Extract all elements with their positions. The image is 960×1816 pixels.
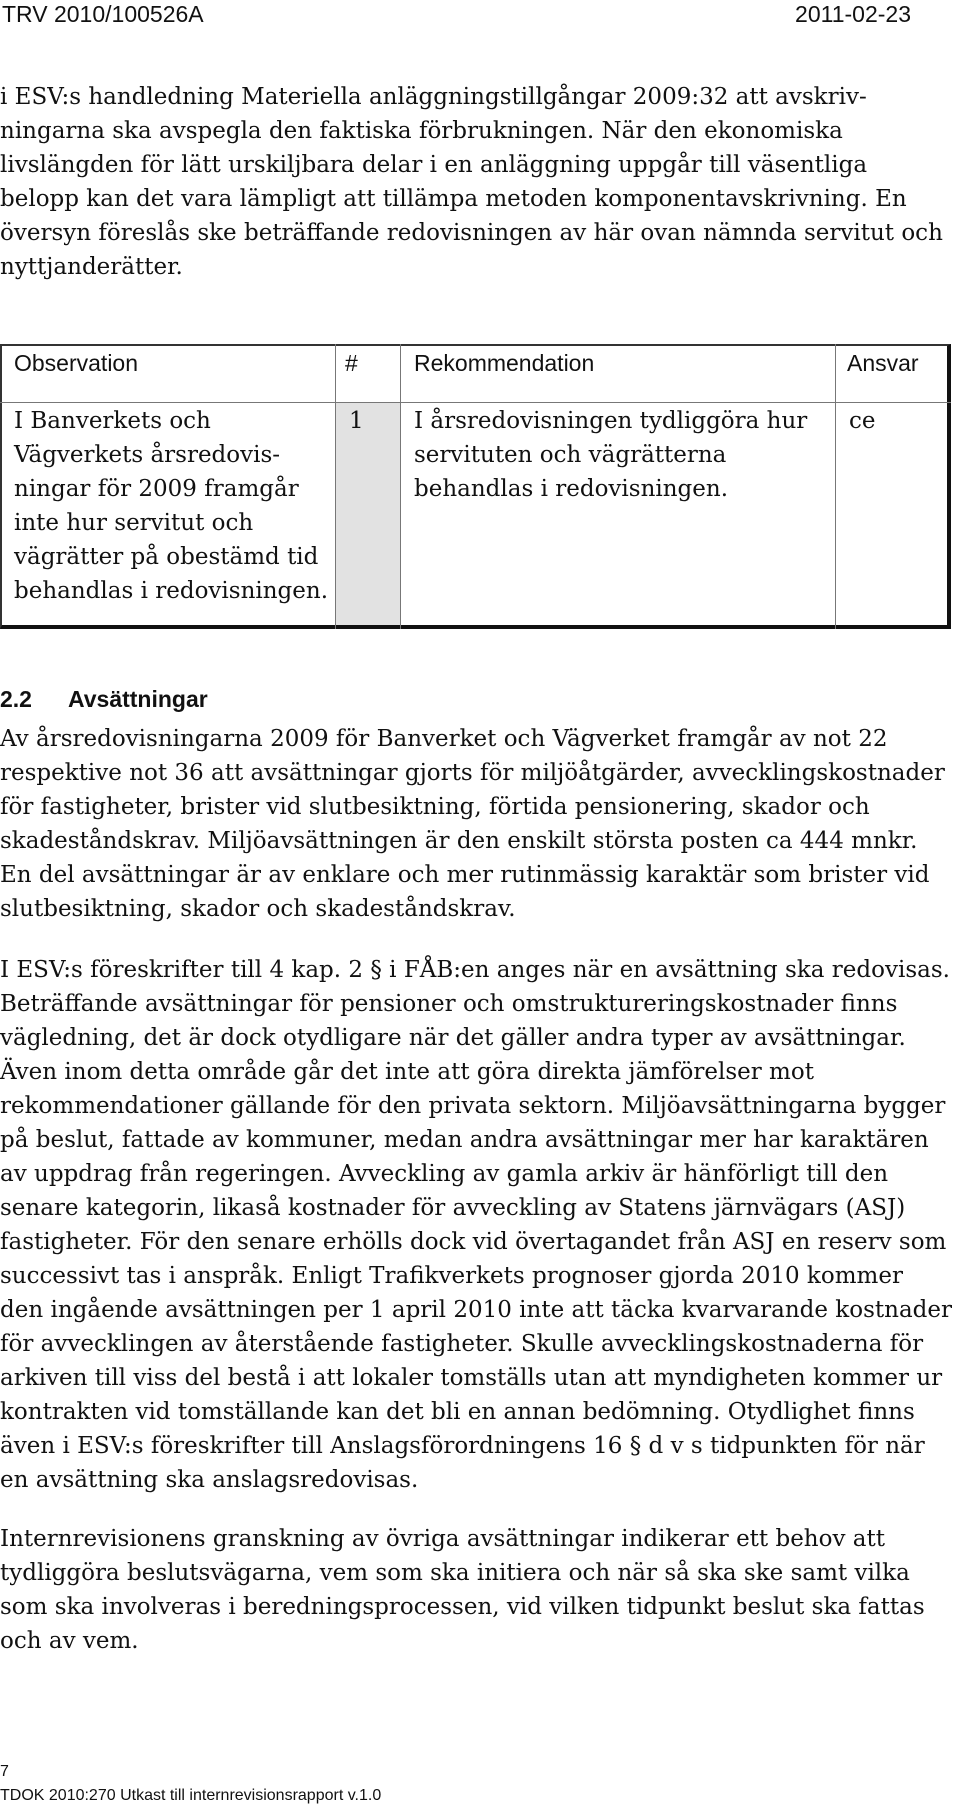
text-line: fastigheter. För den senare erhölls dock vid övertagandet från ASJ en reserv som [0, 1229, 947, 1255]
text-line: I årsredovisningen tydliggöra hur [414, 408, 808, 434]
header-responsible: Ansvar [847, 350, 919, 376]
text-line: ningar för 2009 framgår [14, 476, 299, 502]
column-divider [835, 344, 836, 629]
text-line: successivt tas i anspråk. Enligt Trafikverkets prognoser gjorda 2010 kommer [0, 1263, 903, 1289]
text-line: En del avsättningar är av enklare och mer rutinmässig karaktär som brister vid [0, 862, 930, 888]
text-line: på beslut, fattade av kommuner, medan andra avsättningar mer har karaktären [0, 1127, 929, 1153]
text-line: en avsättning ska anslagsredovisas. [0, 1467, 419, 1493]
text-line: Beträffande avsättningar för pensioner och omstruktureringskostnader finns [0, 991, 898, 1017]
section-paragraph-1 [0, 722, 945, 926]
text-line: översyn föreslås ske beträffande redovisningen av här ovan nämnda servitut och [0, 220, 943, 246]
text-line: för avvecklingen av återstående fastigheter. Skulle avvecklingskostnaderna för [0, 1331, 924, 1357]
text-line: vägrätter på obestämd tid [14, 544, 319, 570]
page-header [0, 0, 960, 36]
footer-text: TDOK 2010:270 Utkast till internrevisionsrapport v.1.0 [0, 1787, 382, 1804]
section-paragraph-3 [0, 1522, 930, 1658]
section-paragraph-2 [0, 953, 952, 1497]
text-line: Internrevisionens granskning av övriga avsättningar indikerar ett behov att [0, 1526, 885, 1552]
cell-recommendation [414, 404, 807, 506]
text-line: I Banverkets och [14, 408, 211, 434]
column-divider [335, 344, 336, 629]
text-line: belopp kan det vara lämpligt att tillämpa metoden komponentavskrivning. En [0, 186, 907, 212]
text-line: för fastigheter, brister vid slutbesiktning, förtida pensionering, skador och [0, 794, 870, 820]
text-line: senare kategorin, likaså kostnader för avveckling av Statens järnvägars (ASJ) [0, 1195, 906, 1221]
cell-number: 1 [349, 408, 364, 434]
text-line: Vägverkets årsredovis- [14, 442, 281, 468]
section-number: 2.2 [0, 686, 32, 712]
text-line: inte hur servitut och [14, 510, 254, 536]
text-line: behandlas i redovisningen. [414, 476, 729, 502]
observation-table [0, 344, 956, 634]
document-date: 2011-02-23 [795, 1, 911, 27]
header-observation: Observation [14, 350, 139, 376]
header-number: # [345, 350, 358, 376]
section-title: Avsättningar [67, 686, 208, 712]
text-line: rekommendationer gällande för den privata sektorn. Miljöavsättningarna bygger [0, 1093, 946, 1119]
text-line: skadeståndskrav. Miljöavsättningen är den enskilt största posten ca 444 mnkr. [0, 828, 918, 854]
text-line: I ESV:s föreskrifter till 4 kap. 2 § i FÅB:en anges när en avsättning ska redovisas. [0, 957, 950, 983]
text-line: Av årsredovisningarna 2009 för Banverket och Vägverket framgår av not 22 [0, 726, 888, 752]
text-line: i ESV:s handledning Materiella anläggningstillgångar 2009:32 att avskriv- [0, 84, 867, 110]
text-line: slutbesiktning, skador och skadeståndskrav. [0, 896, 516, 922]
cell-responsible: ce [849, 408, 876, 434]
text-line: även i ESV:s föreskrifter till Anslagsförordningens 16 § d v s tidpunkten för när [0, 1433, 925, 1459]
header-recommendation: Rekommendation [414, 350, 595, 376]
text-line: arkiven till viss del bestå i att lokaler tomställs utan att myndigheten kommer ur [0, 1365, 943, 1391]
text-line: servituten och vägrätterna [414, 442, 727, 468]
text-line: behandlas i redovisningen. [14, 578, 329, 604]
section-heading [0, 686, 208, 713]
text-line: tydliggöra beslutsvägarna, vem som ska initiera och när så ska ske samt vilka [0, 1560, 910, 1586]
text-line: vägledning, det är dock otydligare när det gäller andra typer av avsättningar. [0, 1025, 906, 1051]
page-number: 7 [0, 1763, 9, 1780]
text-line: kontrakten vid tomställande kan det bli en annan bedömning. Otydlighet finns [0, 1399, 915, 1425]
intro-paragraph [0, 80, 943, 284]
text-line: av uppdrag från regeringen. Avveckling av gamla arkiv är hänförligt till den [0, 1161, 889, 1187]
text-line: respektive not 36 att avsättningar gjorts för miljöåtgärder, avvecklingskostnader [0, 760, 945, 786]
text-line: Även inom detta område går det inte att göra direkta jämförelser mot [0, 1059, 814, 1085]
text-line: ningarna ska avspegla den faktiska förbrukningen. När den ekonomiska [0, 118, 843, 144]
text-line: livslängden för lätt urskiljbara delar i en anläggning uppgår till väsentliga [0, 152, 868, 178]
document-id: TRV 2010/100526A [2, 1, 204, 27]
text-line: nyttjanderätter. [0, 254, 183, 280]
cell-observation [14, 404, 328, 608]
text-line: som ska involveras i beredningsprocessen, vid vilken tidpunkt beslut ska fattas [0, 1594, 925, 1620]
text-line: den ingående avsättningen per 1 april 2010 inte att täcka kvarvarande kostnader [0, 1297, 952, 1323]
text-line: och av vem. [0, 1628, 139, 1654]
column-divider [400, 344, 401, 629]
